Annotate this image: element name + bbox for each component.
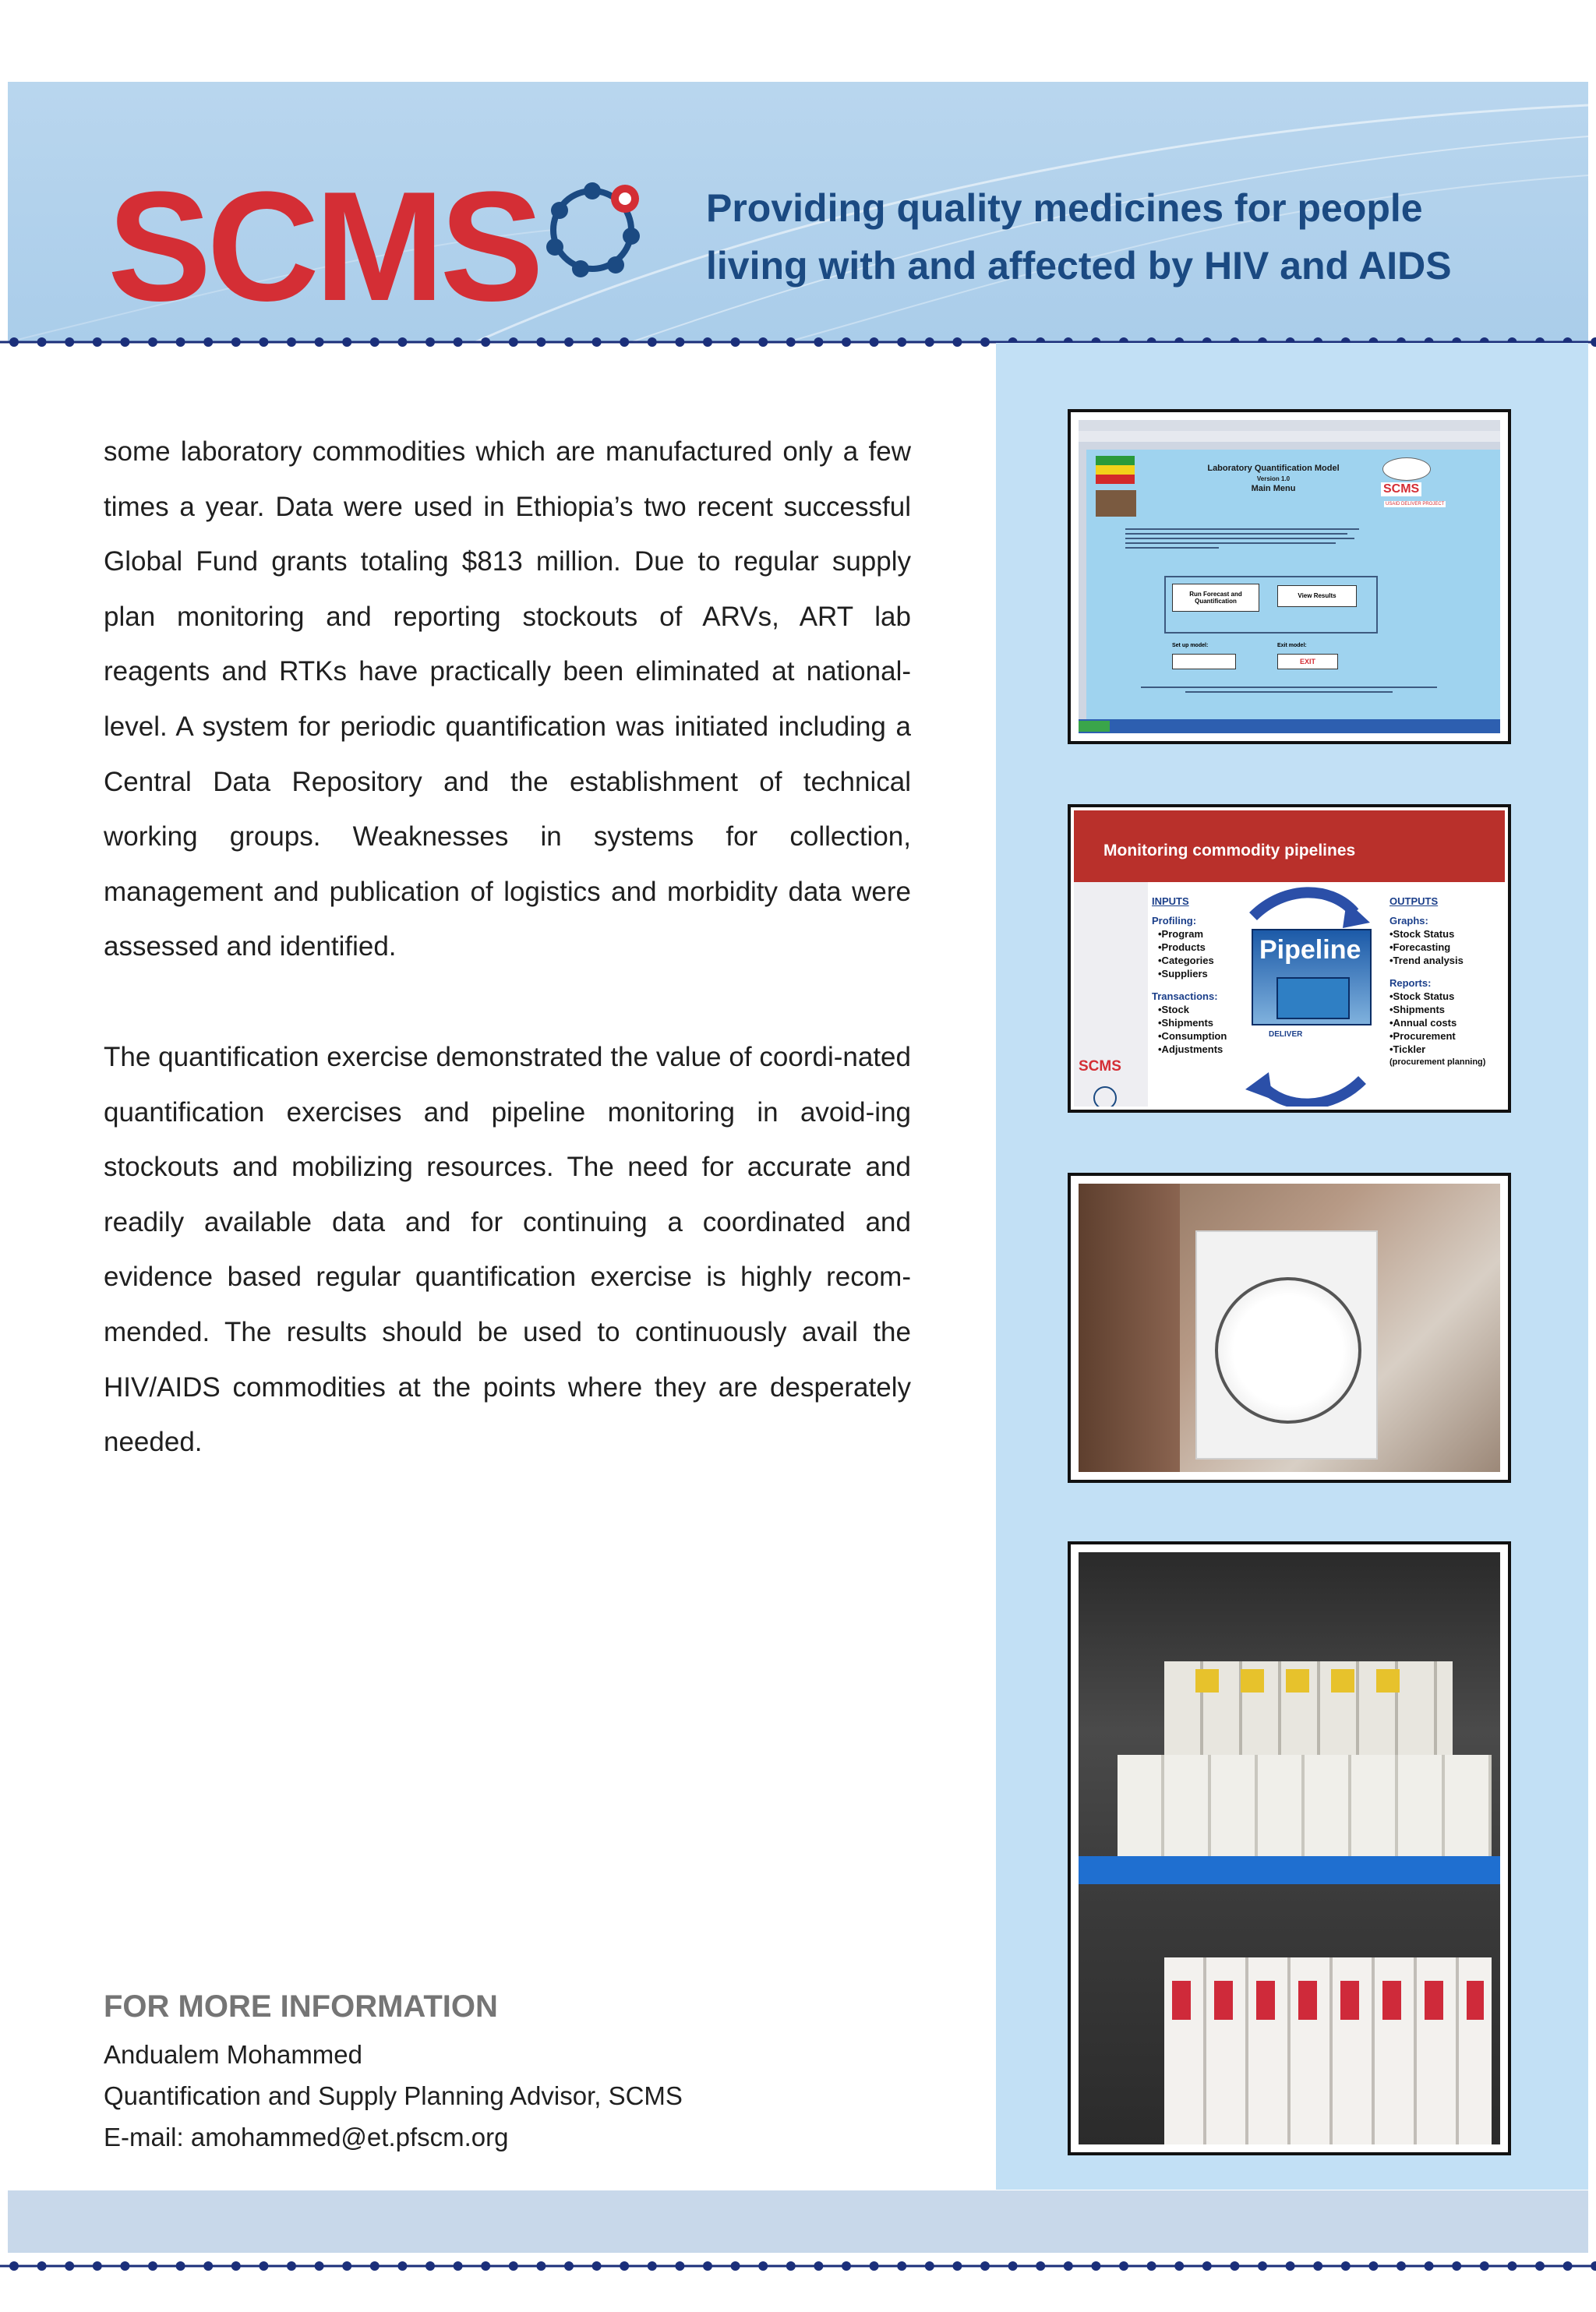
run-forecast-button[interactable]: Run Forecast and Quantification (1172, 584, 1259, 612)
divider-dot (703, 337, 712, 347)
divider-dot (675, 337, 684, 347)
contact-email[interactable]: E-mail: amohammed@et.pfscm.org (104, 2123, 509, 2151)
contact-heading: FOR MORE INFORMATION (104, 1989, 498, 2024)
setup-label: Set up model: (1172, 643, 1209, 648)
divider-dot (1008, 2261, 1018, 2271)
divider-dot (703, 2261, 712, 2271)
pipeline-label: Pipeline (1259, 935, 1361, 965)
transactions-heading: Transactions: (1152, 990, 1218, 1002)
contact-block (104, 1985, 961, 2158)
divider-dot (1452, 2261, 1461, 2271)
divider-dot (1563, 2261, 1573, 2271)
graphs-item: •Trend analysis (1389, 955, 1464, 966)
divider-dot (1064, 2261, 1073, 2271)
divider-dot (1174, 2261, 1184, 2271)
divider-dot (925, 2261, 934, 2271)
org-seal-icon (1093, 1086, 1117, 1107)
app-toolbar (1079, 431, 1500, 443)
divider-dot (1258, 2261, 1267, 2271)
divider-dot (1091, 2261, 1100, 2271)
divider-dot (980, 337, 990, 347)
tagline-line-1: Providing quality medicines for people (706, 186, 1423, 230)
contact-title: Quantification and Supply Planning Advisor, SCMS (104, 2081, 683, 2110)
divider-dot (620, 2261, 629, 2271)
usaid-badge: USAID DELIVER PROJECT (1386, 502, 1445, 507)
divider-dot (1202, 2261, 1212, 2271)
divider-dot (425, 2261, 435, 2271)
divider-dot (925, 337, 934, 347)
reports-item: •Shipments (1389, 1004, 1446, 1015)
divider-dot (952, 2261, 962, 2271)
divider-dot (259, 2261, 268, 2271)
divider-dot (259, 337, 268, 347)
building-photo (1096, 490, 1136, 517)
divider-dot (675, 2261, 684, 2271)
model-title: Laboratory Quantification Model (1207, 464, 1340, 473)
body-paragraph-2: The quantification exercise demonstrated the value of coordi-nated quantification exercises and pipeline monitoring in avoid-ing stockouts and mobilizing resources. The need for accurate and readily available data and for continuing a coordinated and evidence based regular quantification exercise is highly recom-mended. The results should be used to continuously avail the HIV/AIDS commodities at the points where they are desperately needed. (104, 1041, 911, 1458)
divider-dot (1230, 2261, 1239, 2271)
header-tagline (706, 179, 1452, 295)
divider-dot (814, 337, 823, 347)
contact-name: Andualem Mohammed (104, 2040, 362, 2069)
divider-dot (9, 337, 19, 347)
divider-dot (758, 2261, 768, 2271)
windows-taskbar (1079, 719, 1500, 733)
transactions-item: •Adjustments (1158, 1043, 1223, 1055)
divider-dot (1286, 2261, 1295, 2271)
profiling-item: •Program (1158, 928, 1204, 940)
divider-dot (1507, 2261, 1517, 2271)
start-button[interactable] (1079, 721, 1110, 732)
inputs-column (1152, 895, 1227, 1056)
scms-logo-icon (538, 175, 647, 284)
transactions-item: •Consumption (1158, 1030, 1227, 1042)
divider-dot (342, 337, 351, 347)
figure-medicine-photo (1068, 1173, 1511, 1483)
deliver-badge: DELIVER (1269, 1030, 1303, 1039)
app-menubar (1079, 420, 1500, 431)
divider-dot (425, 337, 435, 347)
divider-dot (203, 2261, 213, 2271)
hand-shape (1079, 1184, 1180, 1472)
divider-dot (897, 337, 906, 347)
divider-dot (370, 2261, 380, 2271)
divider-dot (1425, 2261, 1434, 2271)
divider-dot (648, 337, 657, 347)
slide-left-column (1074, 882, 1148, 1107)
divider-dot (1591, 2261, 1596, 2271)
reports-item: •Annual costs (1389, 1017, 1457, 1029)
divider-dot (842, 337, 851, 347)
computer-monitor-icon (1276, 977, 1350, 1019)
setup-button[interactable] (1172, 654, 1236, 669)
divider-dot (37, 2261, 47, 2271)
footer-dotted-divider (0, 2254, 1596, 2278)
graphs-heading: Graphs: (1389, 915, 1428, 927)
header-banner (8, 82, 1588, 342)
divider-dot (1313, 2261, 1322, 2271)
transactions-item: •Stock (1158, 1004, 1189, 1015)
divider-dot (509, 337, 518, 347)
figure-pipeline-slide (1068, 804, 1511, 1113)
divider-dot (1119, 2261, 1128, 2271)
divider-dot (592, 2261, 602, 2271)
divider-dot (620, 337, 629, 347)
divider-dot (1368, 2261, 1378, 2271)
exit-button[interactable]: EXIT (1277, 654, 1338, 669)
graphs-item: •Stock Status (1389, 928, 1455, 940)
divider-dot (397, 2261, 407, 2271)
description-lines (1125, 525, 1359, 552)
scms-mini-logo: SCMS (1381, 482, 1421, 496)
outputs-heading: OUTPUTS (1389, 895, 1439, 907)
red-label-band (1172, 1981, 1484, 2020)
figure-pharmacy-shelves (1068, 1541, 1511, 2155)
reports-item: •Procurement (1389, 1030, 1456, 1042)
divider-dot (1036, 2261, 1045, 2271)
divider-dot (65, 2261, 74, 2271)
figure-quantification-model (1068, 409, 1511, 744)
divider-dot (315, 2261, 324, 2271)
transactions-item: •Shipments (1158, 1017, 1214, 1029)
divider-dot (564, 337, 574, 347)
column-header-row (1079, 442, 1500, 450)
divider-dot (1341, 2261, 1351, 2271)
divider-dot (9, 2261, 19, 2271)
divider-dot (176, 2261, 185, 2271)
divider-dot (120, 2261, 129, 2271)
divider-dot (287, 337, 296, 347)
divider-dot (37, 337, 47, 347)
reports-item: •Tickler (1389, 1043, 1426, 1055)
profiling-item: •Categories (1158, 955, 1214, 966)
divider-dot (786, 2261, 796, 2271)
divider-dot (454, 2261, 463, 2271)
divider-dot (203, 337, 213, 347)
divider-dot (397, 337, 407, 347)
divider-dot (509, 2261, 518, 2271)
model-version: Version 1.0 (1256, 475, 1291, 482)
profiling-item: •Suppliers (1158, 968, 1208, 980)
slide-title: Monitoring commodity pipelines (1103, 842, 1356, 859)
divider-dot (93, 337, 102, 347)
ethiopia-flag-icon (1096, 456, 1135, 484)
reports-item: •Stock Status (1389, 990, 1455, 1002)
tagline-line-2: living with and affected by HIV and AIDS (706, 244, 1452, 288)
slide-scms-logo: SCMS (1079, 1058, 1121, 1075)
divider-dot (786, 337, 796, 347)
divider-dot (1480, 2261, 1489, 2271)
divider-dot (1147, 2261, 1156, 2271)
divider-dot (287, 2261, 296, 2271)
divider-dot (65, 337, 74, 347)
body-paragraph-1: some laboratory commodities which are manufactured only a few times a year. Data were used in Ethiopia’s two recent successful Global Fund grants totaling $813 million. Due to regular supply plan monitoring and reporting stockouts of ARVs, ART lab reagents and RTKs have practically been eliminated at national-level. A system for periodic quantification was initiated including a Central Data Repository and the establishment of technical working groups. Weaknesses in systems for collection, management and publication of logistics and morbidity data were assessed and identified. (104, 436, 911, 962)
row-header-column (1079, 450, 1086, 719)
exit-label: Exit model: (1277, 643, 1307, 648)
divider-dot (870, 2261, 879, 2271)
model-menu-label: Main Menu (1251, 484, 1296, 493)
inputs-heading: INPUTS (1152, 895, 1189, 907)
reports-item: (procurement planning) (1389, 1057, 1486, 1067)
slide-title-bar (1074, 810, 1505, 882)
divider-dot (231, 2261, 241, 2271)
divider-dot (1396, 2261, 1406, 2271)
footer-band (8, 2190, 1588, 2253)
yellow-label-band (1195, 1669, 1421, 1693)
view-results-button[interactable]: View Results (1277, 585, 1357, 607)
divider-dot (648, 2261, 657, 2271)
medicine-boxes-row-middle (1118, 1755, 1492, 1856)
divider-dot (93, 2261, 102, 2271)
footer-contact-lines (1141, 683, 1437, 696)
divider-dot (315, 337, 324, 347)
outputs-column (1389, 895, 1485, 1069)
article-body (104, 425, 911, 1526)
divider-dot (731, 2261, 740, 2271)
divider-dot (120, 337, 129, 347)
reports-heading: Reports: (1389, 977, 1432, 989)
pipeline-software-box (1252, 929, 1372, 1025)
scms-logo-text: SCMS (108, 160, 539, 334)
divider-dot (897, 2261, 906, 2271)
divider-dot (592, 337, 602, 347)
divider-dot (454, 337, 463, 347)
divider-dot (231, 337, 241, 347)
divider-dot (842, 2261, 851, 2271)
divider-dot (952, 337, 962, 347)
graphs-item: •Forecasting (1389, 941, 1451, 953)
divider-dot (564, 2261, 574, 2271)
pill-container-lid (1215, 1277, 1361, 1424)
divider-dot (814, 2261, 823, 2271)
divider-dot (176, 337, 185, 347)
divider-dot (870, 337, 879, 347)
divider-dot (148, 2261, 157, 2271)
divider-dot (370, 337, 380, 347)
profiling-heading: Profiling: (1152, 915, 1197, 927)
divider-dot (1591, 337, 1596, 347)
profiling-item: •Products (1158, 941, 1206, 953)
divider-dot (1535, 2261, 1545, 2271)
divider-dot (731, 337, 740, 347)
blue-shelf (1079, 1856, 1500, 1884)
model-title-block (1172, 464, 1375, 494)
divider-dot (481, 2261, 490, 2271)
divider-dot (536, 2261, 546, 2271)
divider-dot (980, 2261, 990, 2271)
emblem-icon (1382, 457, 1431, 481)
divider-dot (148, 337, 157, 347)
divider-dot (536, 337, 546, 347)
divider-dot (481, 337, 490, 347)
divider-dot (758, 337, 768, 347)
divider-dot (342, 2261, 351, 2271)
